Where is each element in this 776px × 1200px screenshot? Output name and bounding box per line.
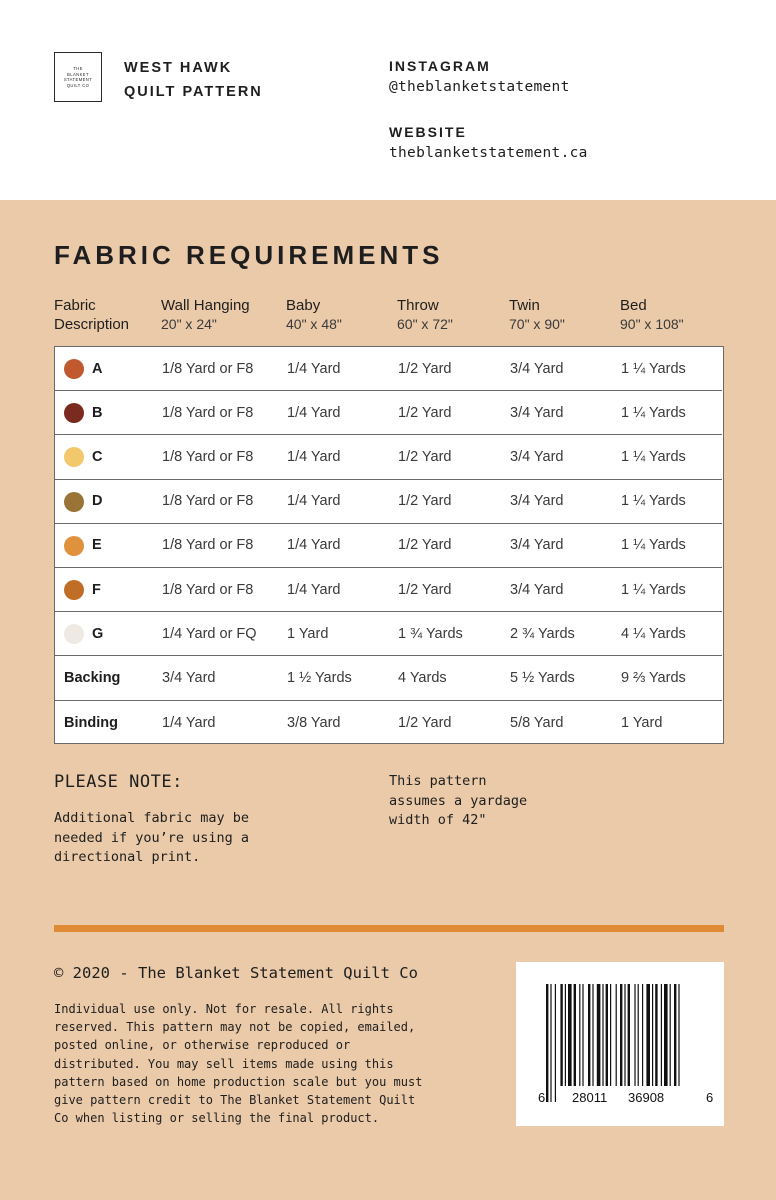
divider-rule [54,925,724,932]
website-label: WEBSITE [389,124,467,140]
logo-line-4: QUILT CO [66,82,90,88]
column-label: Twin [509,297,540,314]
barcode-bar [574,984,576,1102]
column-header-twin [509,296,565,334]
yardage-cell: 1/2 Yard [398,714,452,731]
table-row [55,656,722,700]
yardage-cell: 9 ⅔ Yards [621,669,686,686]
yardage-cell: 1/4 Yard [287,581,341,598]
content-panel [0,200,776,1200]
yardage-cell: 1/4 Yard [287,360,341,377]
section-title: FABRIC REQUIREMENTS [54,240,444,270]
yardage-cell: 5/8 Yard [510,714,564,731]
table-row [55,612,722,656]
barcode-bar [670,984,671,1102]
yardage-cell: 1 ½ Yards [287,669,352,686]
yardage-cell: 1/2 Yard [398,493,452,510]
pattern-title-line-2: QUILT PATTERN [124,84,263,100]
yardage-cell: 1/4 Yard [287,493,341,510]
yardage-cell: 2 ¾ Yards [510,625,575,642]
column-sub: 90" x 108" [620,316,684,332]
header [0,0,776,200]
fabric-name: D [92,493,103,510]
barcode-bar [674,984,676,1102]
yardage-cell: 1/4 Yard [287,537,341,554]
yardage-cell: 5 ½ Yards [510,669,575,686]
fabric-name-cell [55,568,155,611]
fabric-name: A [92,360,103,377]
fabric-name: G [92,625,104,642]
yardage-cell: 1/2 Yard [398,581,452,598]
fabric-name-cell [55,435,155,478]
table-row [55,435,722,479]
yardage-cell: 1/8 Yard or F8 [162,360,254,377]
website-block [389,122,588,164]
yardage-cell: 3/4 Yard [162,669,216,686]
barcode-bar [610,984,611,1102]
fabric-swatch-icon [64,359,84,379]
yardage-cell: 1/8 Yard or F8 [162,493,254,510]
column-sub: 20" x 24" [161,316,217,332]
legal-text: Individual use only. Not for resale. All rights reserved. This pattern may not be copied, emailed, posted online, or otherwise reproduced or distributed. You may sell items made using this pattern based on home production scale but you must give pattern credit to The Blanket Statement Quilt Co when listing or selling the final product. [54,1002,423,1126]
yardage-cell: 3/4 Yard [510,537,564,554]
yardage-cell: 3/8 Yard [287,714,341,731]
yardage-cell: 1/8 Yard or F8 [162,448,254,465]
fabric-name-cell [55,391,155,434]
yardage-cell: 1 ¾ Yards [398,625,463,642]
yardage-cell: 1 Yard [287,625,329,642]
table-row [55,524,722,568]
fabric-name-cell [55,480,155,523]
pattern-title [124,56,263,104]
barcode-bar [592,984,593,1102]
yardage-cell: 3/4 Yard [510,448,564,465]
column-header-wall-hanging [161,296,250,334]
yardage-cell: 1/4 Yard [162,714,216,731]
copyright: © 2020 - The Blanket Statement Quilt Co [54,964,418,982]
logo-line-2: BLANKET [67,71,89,77]
barcode [516,962,724,1126]
fabric-name: F [92,581,101,598]
column-header-baby [286,296,342,334]
column-header-bed [620,296,684,334]
yardage-cell: 1/8 Yard or F8 [162,537,254,554]
column-header-throw [397,296,453,334]
yardage-cell: 3/4 Yard [510,360,564,377]
fabric-swatch-icon [64,403,84,423]
yardage-cell: 1/8 Yard or F8 [162,404,254,421]
fabric-swatch-icon [64,492,84,512]
barcode-bar [638,984,639,1102]
barcode-bar [560,984,562,1102]
fabric-name-cell [55,656,155,699]
barcode-bar [646,984,650,1102]
barcode-bar [652,984,653,1102]
barcode-bar [555,984,556,1102]
barcode-bar [642,984,643,1102]
fabric-name: C [92,448,103,465]
barcode-bar [550,984,551,1102]
note-title: PLEASE NOTE: [54,772,183,792]
barcode-graphic [516,962,724,1126]
yardage-cell: 1/2 Yard [398,537,452,554]
note-body: Additional fabric may be needed if you’re using a directional print. [54,810,250,865]
column-label: Throw [397,297,439,314]
yardage-cell: 3/4 Yard [510,581,564,598]
yardage-cell: 3/4 Yard [510,493,564,510]
column-label: Bed [620,297,647,314]
yardage-cell: 1 ¼ Yards [621,404,686,421]
barcode-bar [582,984,583,1102]
yardage-cell: 1/8 Yard or F8 [162,581,254,598]
logo-line-1: THE [73,66,83,71]
website-url: theblanketstatement.ca [389,145,588,161]
pattern-title-line-1: WEST HAWK [124,60,233,76]
barcode-digit: 6 [538,1090,546,1105]
barcode-bar [620,984,622,1102]
barcode-bar [546,984,548,1102]
yardage-cell: 1/4 Yard [287,448,341,465]
fabric-name: Backing [64,669,121,686]
fabric-name-cell [55,701,155,745]
table-row [55,347,722,391]
fabric-name: E [92,537,102,554]
barcode-digit: 36908 [628,1090,665,1105]
barcode-digit: 28011 [572,1090,608,1105]
yardage-cell: 1/2 Yard [398,360,452,377]
column-sub: 70" x 90" [509,316,565,332]
fabric-swatch-icon [64,447,84,467]
table-row [55,701,722,745]
instagram-block [389,56,570,98]
barcode-bar [616,984,617,1102]
barcode-bar [634,984,635,1102]
barcode-bar [678,984,679,1102]
barcode-bar [602,984,603,1102]
column-sub: 40" x 48" [286,316,342,332]
fabric-name-cell [55,612,155,655]
barcode-bar [661,984,662,1102]
yardage-cell: 1/4 Yard or FQ [162,625,257,642]
fabric-swatch-icon [64,624,84,644]
yardage-cell: 4 ¼ Yards [621,625,686,642]
yardage-cell: 1 ¼ Yards [621,581,686,598]
table-row [55,568,722,612]
yardage-cell: 1 ¼ Yards [621,537,686,554]
fabric-name-cell [55,347,155,390]
logo-line-3: STATEMENT [63,77,93,82]
barcode-digit: 6 [706,1090,714,1105]
instagram-handle: @theblanketstatement [389,79,570,95]
barcode-bar [624,984,625,1102]
barcode-bar [655,984,657,1102]
fabric-name: B [92,404,103,421]
table-row [55,480,722,524]
barcode-bar [565,984,566,1102]
yardage-cell: 1 ¼ Yards [621,448,686,465]
barcode-bar [579,984,580,1102]
fabric-table [54,346,724,744]
brand-logo [54,52,102,102]
barcode-bar [588,984,590,1102]
barcode-bar [628,984,630,1102]
fabric-swatch-icon [64,536,84,556]
barcode-bar [664,984,668,1102]
yardage-note: This pattern assumes a yardage width of 42" [389,773,528,828]
column-sub: 60" x 72" [397,316,453,332]
barcode-bar [568,984,572,1102]
yardage-cell: 1 Yard [621,714,663,731]
yardage-cell: 1 ¼ Yards [621,360,686,377]
yardage-cell: 1/2 Yard [398,448,452,465]
yardage-cell: 4 Yards [398,669,447,686]
column-header-fabric [54,296,129,334]
fabric-swatch-icon [64,580,84,600]
fabric-name-cell [55,524,155,567]
yardage-cell: 1/4 Yard [287,404,341,421]
barcode-bar [606,984,608,1102]
yardage-cell: 3/4 Yard [510,404,564,421]
yardage-cell: 1 ¼ Yards [621,493,686,510]
yardage-cell: 1/2 Yard [398,404,452,421]
column-sub: Description [54,316,130,333]
column-label: Fabric [54,297,96,314]
column-label: Wall Hanging [161,297,250,314]
fabric-name: Binding [64,714,118,731]
table-row [55,391,722,435]
column-label: Baby [286,297,321,314]
barcode-bar [597,984,601,1102]
instagram-label: INSTAGRAM [389,58,491,74]
